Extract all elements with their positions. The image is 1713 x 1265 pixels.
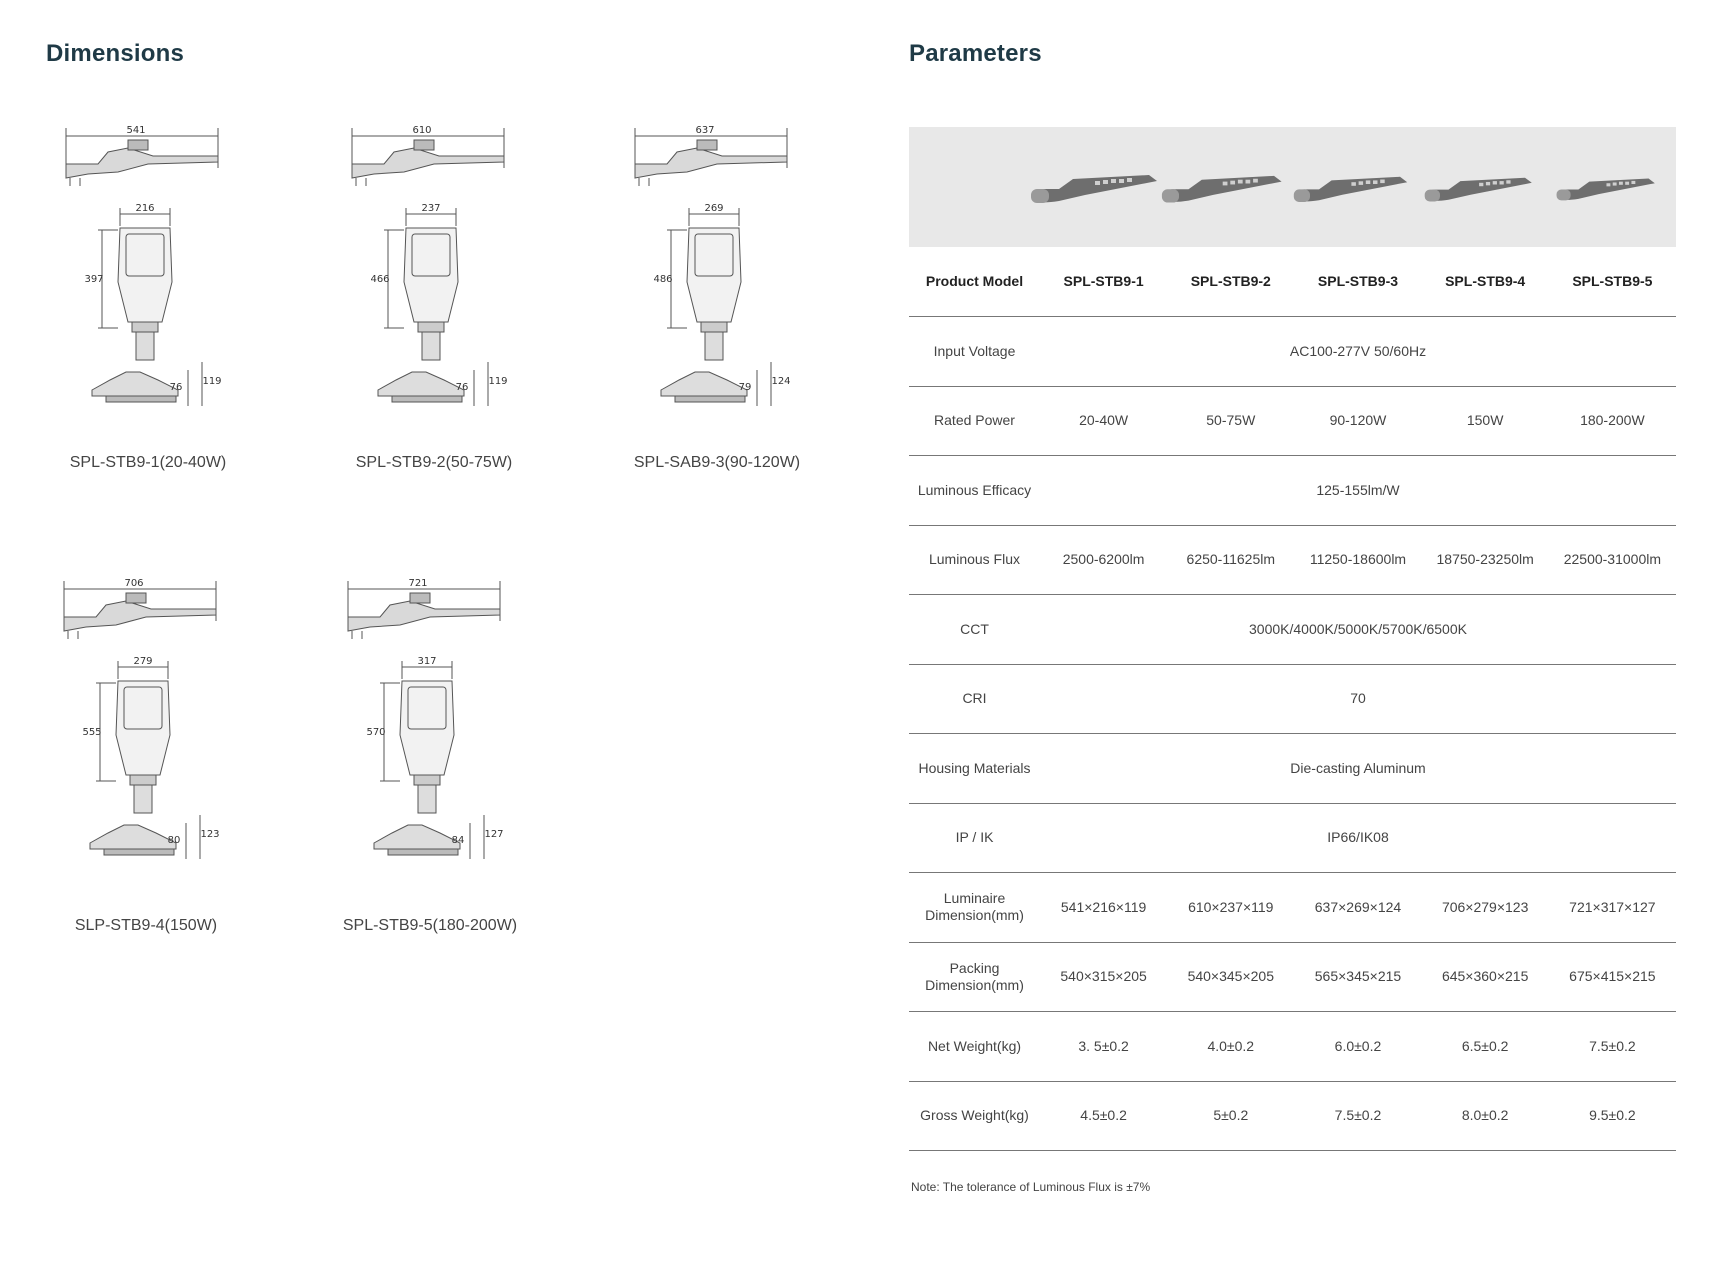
value-cell: 150W (1422, 386, 1549, 456)
row-label-cell: CRI (909, 664, 1040, 734)
dimension-drawing-2 (344, 122, 524, 471)
row-label-cell: Gross Weight(kg) (909, 1081, 1040, 1151)
value-cell: 8.0±0.2 (1422, 1081, 1549, 1151)
product-lamp-image-2 (1160, 172, 1284, 214)
table-row (909, 942, 1676, 1012)
table-row (909, 803, 1676, 873)
dimension-drawing-4 (56, 575, 236, 934)
value-cell: 675×415×215 (1549, 942, 1676, 1012)
body-height-label: 84 (451, 835, 465, 846)
body-height-label: 76 (169, 382, 183, 393)
body-height-label: 79 (738, 382, 752, 393)
value-cell: 9.5±0.2 (1549, 1081, 1676, 1151)
row-label-cell: IP / IK (909, 803, 1040, 873)
height-dimension-label: 486 (653, 274, 673, 285)
model-header-cell: SPL-STB9-1 (1040, 247, 1167, 317)
spanning-value-cell: 70 (1040, 664, 1676, 734)
dimensions-heading: Dimensions (46, 40, 185, 67)
width-dimension-label: 317 (417, 656, 437, 667)
total-height-label: 124 (771, 376, 791, 387)
spanning-value-cell: 3000K/4000K/5000K/5700K/6500K (1040, 595, 1676, 665)
value-cell: 6250-11625lm (1167, 525, 1294, 595)
row-label-cell: CCT (909, 595, 1040, 665)
drawing-caption: SPL-STB9-5(180-200W) (342, 917, 518, 934)
length-dimension-label: 541 (126, 125, 146, 136)
drawing-caption: SPL-STB9-1(20-40W) (69, 454, 227, 471)
length-dimension-label: 610 (412, 125, 432, 136)
row-label-cell: Rated Power (909, 386, 1040, 456)
total-height-label: 119 (488, 376, 508, 387)
value-cell: 7.5±0.2 (1294, 1081, 1421, 1151)
luminaire-line-drawing (340, 575, 520, 895)
dimension-drawing-3 (627, 122, 807, 471)
value-cell: 22500-31000lm (1549, 525, 1676, 595)
width-dimension-label: 216 (135, 203, 155, 214)
value-cell: 180-200W (1549, 386, 1676, 456)
height-dimension-label: 466 (370, 274, 390, 285)
value-cell: 3. 5±0.2 (1040, 1012, 1167, 1082)
value-cell: 541×216×119 (1040, 873, 1167, 943)
height-dimension-label: 570 (366, 727, 386, 738)
table-row (909, 525, 1676, 595)
value-cell: 11250-18600lm (1294, 525, 1421, 595)
tolerance-note: Note: The tolerance of Luminous Flux is ±7% (911, 1180, 1151, 1194)
table-row (909, 456, 1676, 526)
total-height-label: 123 (200, 829, 220, 840)
parameters-table (909, 247, 1676, 1151)
length-dimension-label: 706 (124, 578, 144, 589)
value-cell: 6.0±0.2 (1294, 1012, 1421, 1082)
drawing-caption: SLP-STB9-4(150W) (74, 917, 218, 934)
model-header-cell: SPL-STB9-3 (1294, 247, 1421, 317)
table-row (909, 1081, 1676, 1151)
value-cell: 90-120W (1294, 386, 1421, 456)
row-label-cell: Luminaire Dimension(mm) (909, 873, 1040, 943)
value-cell: 540×315×205 (1040, 942, 1167, 1012)
luminaire-line-drawing (56, 575, 236, 895)
value-cell: 5±0.2 (1167, 1081, 1294, 1151)
value-cell: 2500-6200lm (1040, 525, 1167, 595)
value-cell: 637×269×124 (1294, 873, 1421, 943)
table-row (909, 734, 1676, 804)
table-header-row (909, 247, 1676, 317)
table-row (909, 317, 1676, 387)
row-label-cell: Luminous Flux (909, 525, 1040, 595)
total-height-label: 119 (202, 376, 222, 387)
value-cell: 610×237×119 (1167, 873, 1294, 943)
value-cell: 18750-23250lm (1422, 525, 1549, 595)
value-cell: 50-75W (1167, 386, 1294, 456)
total-height-label: 127 (484, 829, 504, 840)
value-cell: 4.5±0.2 (1040, 1081, 1167, 1151)
row-label-cell: Input Voltage (909, 317, 1040, 387)
length-dimension-label: 637 (695, 125, 715, 136)
value-cell: 6.5±0.2 (1422, 1012, 1549, 1082)
product-lamp-image-3 (1292, 173, 1409, 213)
luminaire-line-drawing (627, 122, 807, 442)
parameters-panel (909, 127, 1676, 1151)
width-dimension-label: 279 (133, 656, 153, 667)
model-header-cell: SPL-STB9-5 (1549, 247, 1676, 317)
product-lamp-image-1 (1029, 171, 1159, 215)
table-row (909, 1012, 1676, 1082)
height-dimension-label: 555 (82, 727, 102, 738)
product-lamp-image-5 (1555, 175, 1656, 210)
spanning-value-cell: 125-155lm/W (1040, 456, 1676, 526)
dimension-drawing-5 (340, 575, 520, 934)
value-cell: 706×279×123 (1422, 873, 1549, 943)
spanning-value-cell: Die-casting Aluminum (1040, 734, 1676, 804)
header-label-cell: Product Model (909, 247, 1040, 317)
row-label-cell: Net Weight(kg) (909, 1012, 1040, 1082)
width-dimension-label: 237 (421, 203, 441, 214)
product-image-strip (909, 127, 1676, 247)
dimension-drawing-1 (58, 122, 238, 471)
height-dimension-label: 397 (84, 274, 104, 285)
body-height-label: 80 (167, 835, 181, 846)
model-header-cell: SPL-STB9-4 (1422, 247, 1549, 317)
length-dimension-label: 721 (408, 578, 428, 589)
row-label-cell: Packing Dimension(mm) (909, 942, 1040, 1012)
luminaire-line-drawing (344, 122, 524, 442)
value-cell: 540×345×205 (1167, 942, 1294, 1012)
model-header-cell: SPL-STB9-2 (1167, 247, 1294, 317)
drawing-caption: SPL-SAB9-3(90-120W) (633, 454, 801, 471)
value-cell: 20-40W (1040, 386, 1167, 456)
value-cell: 645×360×215 (1422, 942, 1549, 1012)
row-label-cell: Housing Materials (909, 734, 1040, 804)
luminaire-line-drawing (58, 122, 238, 442)
row-label-cell: Luminous Efficacy (909, 456, 1040, 526)
value-cell: 721×317×127 (1549, 873, 1676, 943)
drawing-caption: SPL-STB9-2(50-75W) (355, 454, 513, 471)
value-cell: 7.5±0.2 (1549, 1012, 1676, 1082)
table-row (909, 386, 1676, 456)
width-dimension-label: 269 (704, 203, 724, 214)
spanning-value-cell: AC100-277V 50/60Hz (1040, 317, 1676, 387)
value-cell: 4.0±0.2 (1167, 1012, 1294, 1082)
value-cell: 565×345×215 (1294, 942, 1421, 1012)
product-lamp-image-4 (1423, 174, 1534, 212)
spanning-value-cell: IP66/IK08 (1040, 803, 1676, 873)
table-row (909, 873, 1676, 943)
body-height-label: 76 (455, 382, 469, 393)
table-row (909, 595, 1676, 665)
table-row (909, 664, 1676, 734)
parameters-heading: Parameters (909, 40, 1042, 67)
